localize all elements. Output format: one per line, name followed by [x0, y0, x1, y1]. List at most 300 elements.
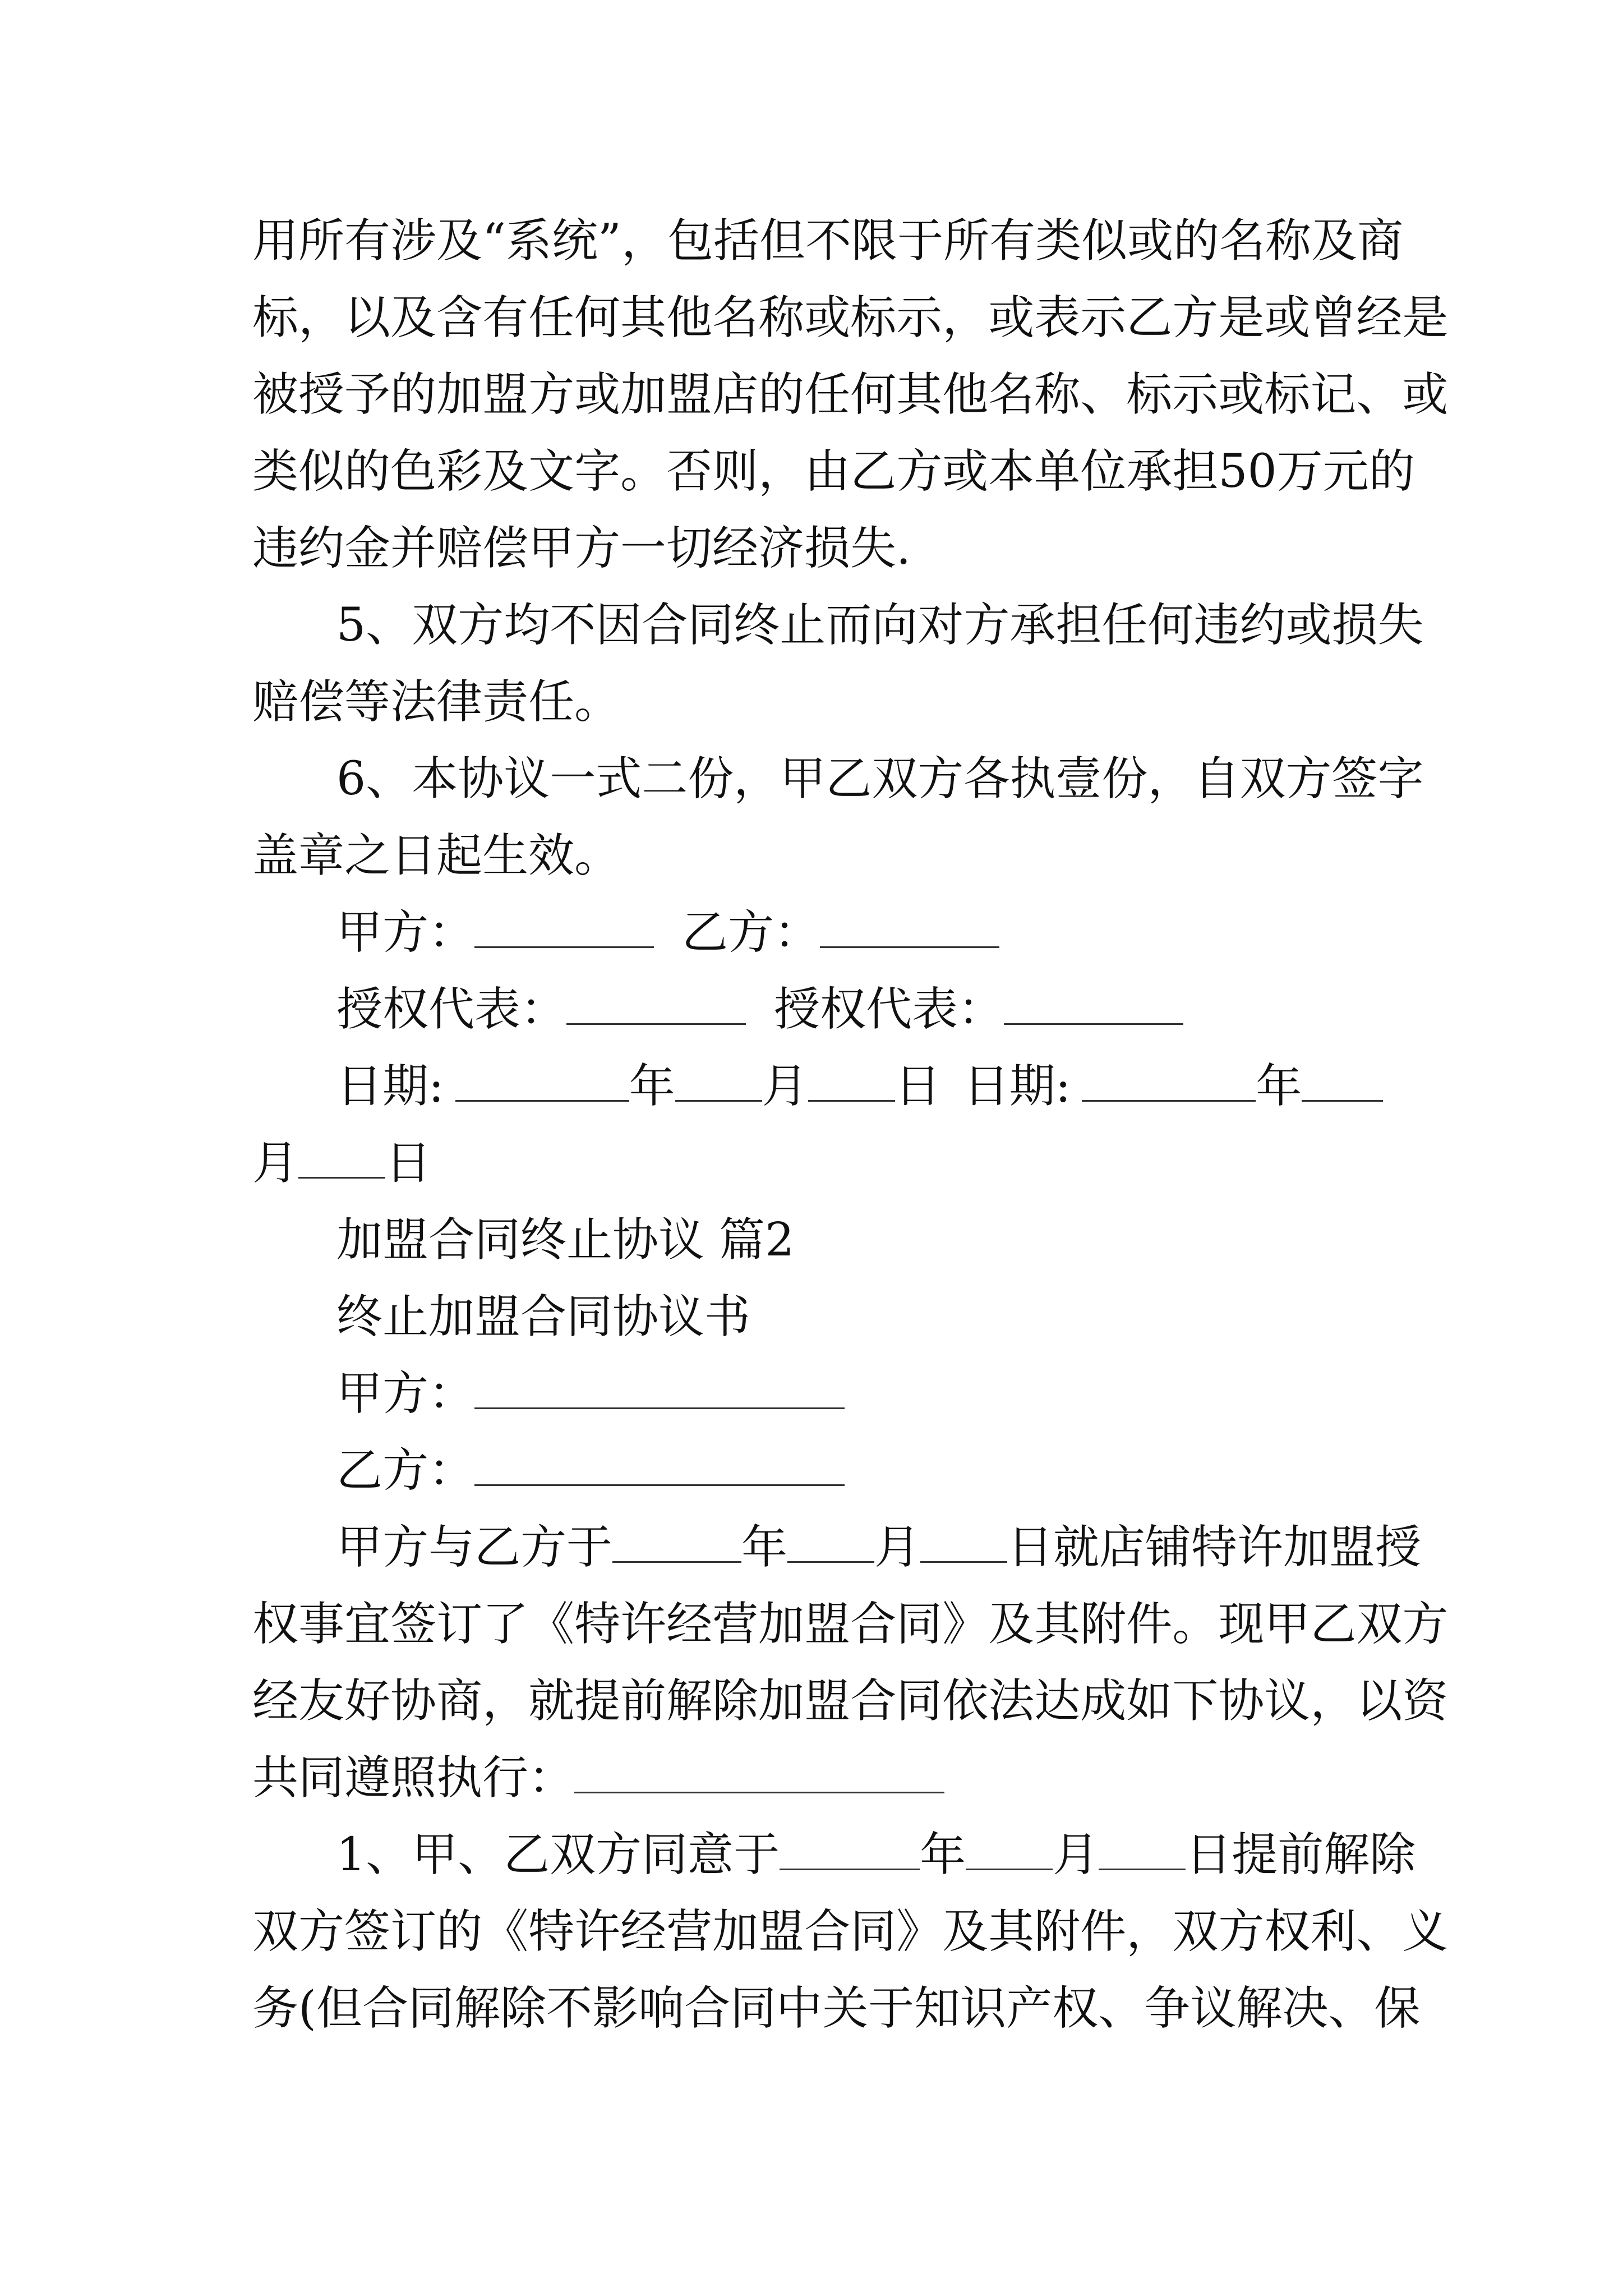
clause-1-line: [336, 1819, 1416, 1892]
glyph: 店: [712, 368, 759, 421]
glyph: 识: [960, 1982, 1007, 2035]
glyph: “: [482, 214, 506, 268]
glyph: ，: [482, 1674, 529, 1728]
glyph: 盟: [758, 1905, 805, 1958]
glyph: 订: [436, 1598, 483, 1651]
glyph: 成: [1080, 1674, 1127, 1728]
glyph: 但: [316, 1982, 363, 2035]
glyph: 事: [298, 1598, 345, 1651]
glyph: 件: [1080, 1905, 1127, 1958]
glyph: 义: [1402, 1905, 1449, 1958]
clause-5-line: 赔偿等法律责任。: [252, 675, 621, 729]
glyph: 任: [804, 368, 851, 421]
glyph: 、: [366, 752, 412, 806]
glyph: 位: [1080, 445, 1127, 498]
glyph: ，: [298, 291, 345, 344]
rep-a-label: 授权代表：: [336, 983, 567, 1036]
glyph: 6: [336, 752, 366, 806]
glyph: 他: [666, 291, 713, 344]
glyph: 盟: [482, 368, 529, 421]
glyph: 加: [712, 1905, 759, 1958]
glyph: 担: [1055, 599, 1102, 652]
glyph: 、: [1080, 368, 1127, 421]
party-a-blank: [474, 1368, 845, 1409]
glyph: 示: [1172, 368, 1219, 421]
glyph: 所: [943, 214, 990, 268]
intro-line: [252, 1665, 1449, 1738]
glyph: 提: [574, 1674, 621, 1728]
glyph: 乙: [1310, 1598, 1357, 1651]
clause-text: 1、甲、乙双方同意于: [336, 1828, 780, 1881]
year-blank: [455, 1061, 629, 1102]
glyph: 授: [298, 368, 345, 421]
glyph: 标: [1264, 368, 1311, 421]
year-blank: [1082, 1061, 1256, 1102]
date-label-a: 日期:: [336, 1060, 444, 1113]
glyph: 不: [546, 1982, 593, 2035]
glyph: 他: [942, 368, 989, 421]
glyph: 好: [344, 1674, 391, 1728]
glyph: 同: [850, 1905, 897, 1958]
glyph: 除: [712, 1674, 759, 1728]
month-blank: [1302, 1061, 1383, 1102]
glyph: 解: [666, 1674, 713, 1728]
glyph: 名: [1219, 214, 1266, 268]
glyph: 表: [1034, 291, 1081, 344]
glyph: 及: [942, 1905, 989, 1958]
glyph: 色: [390, 445, 437, 498]
glyph: 彩: [436, 445, 483, 498]
glyph: 附: [1034, 1905, 1081, 1958]
glyph: ，: [734, 752, 780, 806]
glyph: 许: [574, 1905, 621, 1958]
party-a-blank: [474, 907, 654, 948]
signature-rep-row: [336, 973, 1385, 1046]
glyph: 或: [804, 291, 851, 344]
glyph: 合: [362, 1982, 409, 2035]
glyph: 双: [1356, 1598, 1403, 1651]
glyph: 由: [804, 445, 851, 498]
glyph: 方: [298, 1905, 345, 1958]
glyph: 依: [942, 1674, 989, 1728]
glyph: 对: [917, 599, 964, 652]
date-label-b: 日期:: [963, 1060, 1071, 1113]
glyph: 不: [550, 599, 596, 652]
glyph: 的: [1368, 445, 1415, 498]
glyph: 而: [826, 599, 872, 652]
glyph: 名: [988, 368, 1035, 421]
day-blank: [298, 1138, 385, 1179]
party-a-label: 甲方：: [336, 906, 475, 959]
glyph: 方: [917, 752, 964, 806]
glyph: 商: [436, 1674, 483, 1728]
month-label: 月: [252, 1137, 299, 1190]
signature-date-row: [336, 1050, 1385, 1123]
glyph: 合: [804, 1905, 851, 1958]
year-label: 年: [629, 1060, 675, 1113]
paragraph-line: 违约金并赔偿甲方一切经济损失.: [252, 522, 911, 575]
glyph: 称: [758, 291, 805, 344]
glyph: 方: [963, 599, 1010, 652]
glyph: 是: [1218, 291, 1265, 344]
glyph: 《: [482, 1905, 529, 1958]
glyph: 的: [758, 368, 805, 421]
year-label: 年: [741, 1521, 788, 1574]
paragraph-line: [252, 435, 1415, 508]
glyph: 何: [1147, 599, 1194, 652]
glyph: 务: [252, 1982, 299, 2035]
glyph: 方: [458, 599, 504, 652]
party-b-blank: [820, 907, 999, 948]
glyph: 签: [390, 1598, 437, 1651]
glyph: 示: [896, 291, 943, 344]
glyph: 有: [482, 291, 529, 344]
glyph: 涉: [390, 214, 437, 268]
glyph: 达: [1034, 1674, 1081, 1728]
glyph: 括: [713, 214, 759, 268]
glyph: 方: [1285, 752, 1332, 806]
glyph: 。: [620, 445, 667, 498]
glyph: 签: [1331, 752, 1378, 806]
glyph: 或: [1402, 368, 1449, 421]
glyph: 甲: [1264, 1598, 1311, 1651]
glyph: 但: [759, 214, 806, 268]
glyph: 法: [988, 1674, 1035, 1728]
glyph: 的: [1173, 214, 1220, 268]
intro-text: 甲方与乙方于: [336, 1521, 613, 1574]
glyph: 不: [805, 214, 852, 268]
glyph: 就: [528, 1674, 575, 1728]
glyph: 所: [298, 214, 345, 268]
glyph: 、: [1356, 1905, 1403, 1958]
month-blank: [787, 1522, 874, 1563]
party-b-blank: [474, 1445, 845, 1486]
glyph: 甲: [780, 752, 826, 806]
glyph: 》: [942, 1598, 989, 1651]
glyph: 了: [482, 1598, 529, 1651]
glyph: 方: [1402, 1598, 1449, 1651]
glyph: 特: [528, 1905, 575, 1958]
glyph: 或: [988, 291, 1035, 344]
glyph: 加: [758, 1598, 805, 1651]
glyph: 争: [1144, 1982, 1191, 2035]
glyph: 或: [1127, 214, 1174, 268]
glyph: 乙: [826, 752, 872, 806]
party-b-label: 乙方：: [336, 1444, 475, 1497]
month-blank: [675, 1061, 762, 1102]
glyph: 方: [1172, 291, 1219, 344]
glyph: 下: [1172, 1674, 1219, 1728]
glyph: 标: [850, 291, 897, 344]
month-label: 月: [1053, 1828, 1099, 1881]
glyph: 文: [528, 445, 575, 498]
glyph: 二: [642, 752, 688, 806]
glyph: 方: [528, 368, 575, 421]
glyph: 何: [574, 291, 621, 344]
glyph: 万: [1276, 445, 1323, 498]
month-label: 月: [762, 1060, 808, 1113]
glyph: 自: [1193, 752, 1240, 806]
glyph: 乙: [850, 445, 897, 498]
party-b-row: [336, 1434, 1385, 1507]
glyph: 字: [574, 445, 621, 498]
month-blank: [966, 1829, 1053, 1870]
intro-blank: [574, 1752, 944, 1793]
glyph: 有: [344, 214, 391, 268]
day-blank: [920, 1522, 1007, 1563]
glyph: 标: [252, 291, 299, 344]
glyph: 止: [780, 599, 826, 652]
glyph: 、: [1356, 368, 1403, 421]
glyph: 合: [850, 1674, 897, 1728]
glyph: 壹: [1055, 752, 1102, 806]
glyph: 双: [252, 1905, 299, 1958]
glyph: 产: [1006, 1982, 1053, 2035]
glyph: ，: [1310, 1674, 1357, 1728]
party-a-label: 甲方：: [336, 1367, 475, 1420]
glyph: 任: [528, 291, 575, 344]
party-a-row: [336, 1358, 1385, 1430]
glyph: 除: [500, 1982, 547, 2035]
glyph: 同: [730, 1982, 777, 2035]
glyph: ，: [758, 445, 805, 498]
glyph: 终: [734, 599, 780, 652]
paragraph-line: [252, 205, 1404, 278]
glyph: 议: [1190, 1982, 1237, 2035]
glyph: 协: [1218, 1674, 1265, 1728]
glyph: 》: [896, 1905, 943, 1958]
glyph: 示: [1080, 291, 1127, 344]
rep-b-label: 授权代表：: [774, 983, 1004, 1036]
glyph: 、: [1328, 1982, 1375, 2035]
glyph: 称: [1034, 368, 1081, 421]
clause-5-line: [336, 589, 1424, 662]
glyph: 利: [1310, 1905, 1357, 1958]
intro-text: 日就店铺特许加盟授: [1007, 1521, 1422, 1574]
glyph: 前: [620, 1674, 667, 1728]
glyph: 同: [896, 1674, 943, 1728]
year-label: 年: [920, 1828, 966, 1881]
glyph: ，: [942, 291, 989, 344]
glyph: 盟: [804, 1598, 851, 1651]
glyph: 有: [989, 214, 1036, 268]
rep-a-blank: [566, 984, 746, 1025]
glyph: 字: [1377, 752, 1424, 806]
glyph: 承: [1126, 445, 1173, 498]
glyph: 关: [822, 1982, 869, 2035]
glyph: 议: [1264, 1674, 1311, 1728]
glyph: 似: [1081, 214, 1128, 268]
glyph: 经: [1356, 291, 1403, 344]
glyph: 许: [620, 1598, 667, 1651]
clause-1-line: [252, 1972, 1421, 2045]
glyph: 其: [988, 1905, 1035, 1958]
glyph: 商: [1357, 214, 1404, 268]
glyph: 被: [252, 368, 299, 421]
glyph: ，: [1147, 752, 1194, 806]
glyph: 附: [1080, 1598, 1127, 1651]
glyph: 签: [344, 1905, 391, 1958]
glyph: ，: [621, 214, 667, 268]
glyph: 及: [390, 291, 437, 344]
glyph: 元: [1322, 445, 1369, 498]
clause-text: 日提前解除: [1186, 1828, 1416, 1881]
glyph: 如: [1126, 1674, 1173, 1728]
glyph: 资: [1402, 1674, 1449, 1728]
glyph: 解: [454, 1982, 501, 2035]
glyph: 是: [1402, 291, 1449, 344]
glyph: 执: [1009, 752, 1056, 806]
glyph: 的: [436, 1905, 483, 1958]
glyph: 的: [390, 368, 437, 421]
glyph: 双: [1172, 1905, 1219, 1958]
glyph: ”: [598, 214, 621, 268]
glyph: 加: [758, 1674, 805, 1728]
glyph: 双: [1239, 752, 1286, 806]
glyph: 及: [482, 445, 529, 498]
glyph: 经: [252, 1674, 299, 1728]
glyph: 。: [1172, 1598, 1219, 1651]
glyph: 或: [1285, 599, 1332, 652]
glyph: 类: [1035, 214, 1082, 268]
document-title: 终止加盟合同协议书: [336, 1290, 751, 1343]
glyph: 乙: [1126, 291, 1173, 344]
glyph: 双: [412, 599, 458, 652]
glyph: 于: [897, 214, 944, 268]
glyph: 或: [1264, 291, 1311, 344]
glyph: 同: [896, 1598, 943, 1651]
glyph: 予: [344, 368, 391, 421]
glyph: 及: [436, 214, 483, 268]
glyph: 本: [412, 752, 458, 806]
glyph: (: [298, 1982, 317, 2035]
glyph: 友: [298, 1674, 345, 1728]
day-label: 日: [895, 1060, 941, 1113]
glyph: 合: [850, 1598, 897, 1651]
glyph: 《: [528, 1598, 575, 1651]
glyph: 合: [642, 599, 688, 652]
glyph: 权: [252, 1598, 299, 1651]
glyph: 订: [390, 1905, 437, 1958]
glyph: 其: [1034, 1598, 1081, 1651]
glyph: 于: [868, 1982, 915, 2035]
glyph: 加: [436, 368, 483, 421]
glyph: 盟: [804, 1674, 851, 1728]
glyph: 5: [336, 599, 366, 652]
glyph: 知: [914, 1982, 961, 2035]
glyph: 记: [1310, 368, 1357, 421]
glyph: 本: [988, 445, 1035, 498]
year-blank: [780, 1829, 920, 1870]
year-label: 年: [1256, 1060, 1302, 1113]
glyph: 任: [1101, 599, 1148, 652]
day-blank: [1099, 1829, 1186, 1870]
glyph: 同: [688, 599, 734, 652]
glyph: 则: [712, 445, 759, 498]
glyph: 议: [504, 752, 550, 806]
glyph: 违: [1193, 599, 1240, 652]
glyph: 或: [574, 368, 621, 421]
glyph: 方: [1218, 1905, 1265, 1958]
signature-date-row-cont: [252, 1127, 1385, 1200]
glyph: 或: [942, 445, 989, 498]
glyph: ，: [1126, 1905, 1173, 1958]
glyph: 权: [1264, 1905, 1311, 1958]
glyph: 影: [592, 1982, 639, 2035]
day-blank: [808, 1061, 895, 1102]
party-b-label: 乙方：: [682, 906, 820, 959]
intro-text: 共同遵照执行：: [252, 1751, 575, 1805]
year-blank: [612, 1522, 741, 1563]
day-label: 日: [385, 1137, 432, 1190]
glyph: 其: [620, 291, 667, 344]
glyph: 营: [666, 1905, 713, 1958]
glyph: 因: [596, 599, 642, 652]
paragraph-line: [252, 282, 1449, 355]
glyph: 或: [1218, 368, 1265, 421]
glyph: 、: [1098, 1982, 1145, 2035]
glyph: 经: [666, 1598, 713, 1651]
glyph: 式: [596, 752, 642, 806]
glyph: 约: [1239, 599, 1286, 652]
glyph: 系: [506, 214, 552, 268]
glyph: 担: [1172, 445, 1219, 498]
glyph: 响: [638, 1982, 685, 2035]
month-label: 月: [874, 1521, 921, 1574]
glyph: 权: [1052, 1982, 1099, 2035]
glyph: 以: [1356, 1674, 1403, 1728]
glyph: 协: [458, 752, 504, 806]
glyph: 解: [1236, 1982, 1283, 2035]
glyph: 限: [851, 214, 898, 268]
glyph: 决: [1282, 1982, 1329, 2035]
glyph: 称: [1265, 214, 1312, 268]
glyph: 现: [1218, 1598, 1265, 1651]
glyph: 名: [712, 291, 759, 344]
glyph: 双: [872, 752, 918, 806]
glyph: 盟: [666, 368, 713, 421]
glyph: 均: [504, 599, 550, 652]
glyph: 份: [1101, 752, 1148, 806]
glyph: 份: [688, 752, 734, 806]
intro-line: [252, 1588, 1449, 1661]
glyph: 营: [712, 1598, 759, 1651]
glyph: 向: [872, 599, 918, 652]
glyph: 方: [896, 445, 943, 498]
glyph: 以: [344, 291, 391, 344]
glyph: 中: [776, 1982, 823, 2035]
glyph: 似: [298, 445, 345, 498]
glyph: 含: [436, 291, 483, 344]
glyph: 合: [684, 1982, 731, 2035]
glyph: 及: [1311, 214, 1358, 268]
clause-6-line: [336, 743, 1424, 816]
glyph: 50: [1218, 445, 1277, 498]
glyph: 同: [408, 1982, 455, 2035]
glyph: 宜: [344, 1598, 391, 1651]
intro-line: [336, 1511, 1422, 1584]
signature-parties-row: [336, 896, 1385, 969]
glyph: 、: [366, 599, 412, 652]
glyph: 特: [574, 1598, 621, 1651]
glyph: 类: [252, 445, 299, 498]
paragraph-line: [252, 358, 1449, 431]
glyph: 承: [1009, 599, 1056, 652]
glyph: 加: [620, 368, 667, 421]
glyph: 失: [1377, 599, 1424, 652]
glyph: 件: [1126, 1598, 1173, 1651]
glyph: 协: [390, 1674, 437, 1728]
